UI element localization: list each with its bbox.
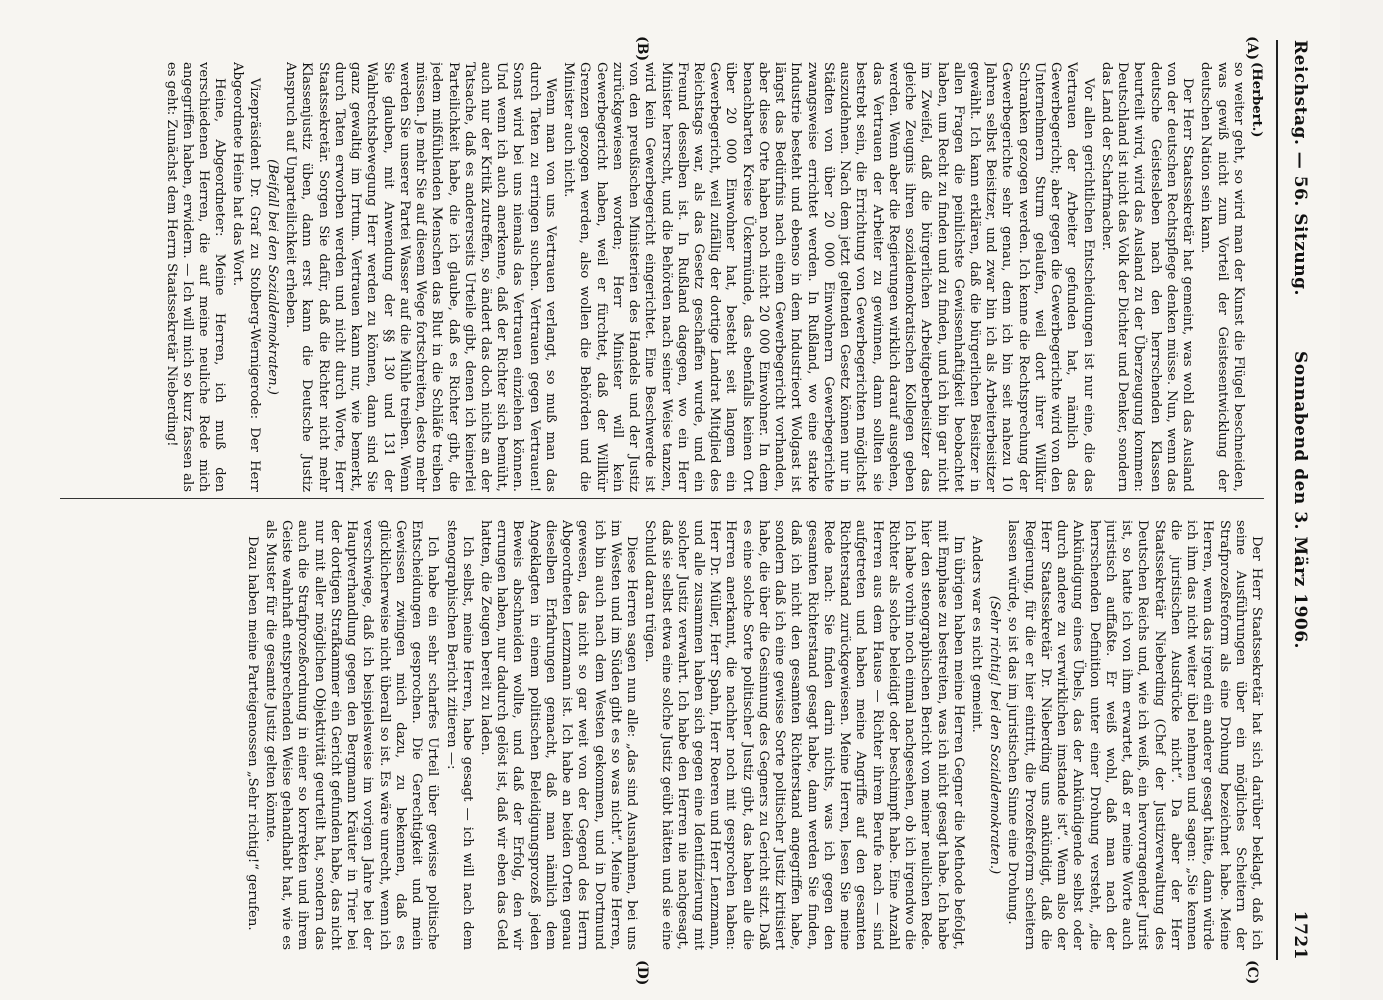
paragraph: Dazu haben meine Parteigenossen „Sehr richtig!“ gerufen. (244, 536, 260, 931)
paragraph: Im übrigen haben meine Herren Gegner die Methode befolgt, mit Emphase zu bestreiten, was ich nicht gesagt habe. Ich habe hier den stenographischen Bericht von meiner neulichen Rede. Ich habe vorhin noch einmal nachgesehen, ob ich irgendwo die Richter als solche beleidigt oder beschimpft habe. Eine Anzahl Herren aus dem Hause — Richter ihrem Berufe nach — sind aufgetreten und haben meine Angriffe auf den gesamten Richterstand zurückgewiesen. Meine Herren, lesen Sie meine Rede nach: Sie finden darin nichts, was ich gegen den gesamten Richterstand gesagt habe, dann werden Sie finden, daß ich nicht den gesamten Richterstand angegriffen habe, sondern daß ich eine gewisse Sorte politischer Justiz kritisiert habe, die über die Gesinnung des Gegners zu Gericht sitzt. Daß es eine solche Sorte politischer Justiz gibt, das haben alle die Herren anerkannt, die nachher noch mit gesprochen haben: Herr Dr. Müller, Herr Spahn, Herr Roeren und Herr Lenzmann, und alle zusammen haben sich gegen eine Identifizierung mit solcher Justiz verwahrt. Ich habe den Herren nie nachgesagt, daß sie selbst etwa eine solche Justiz geübt hätten und sie eine Schuld daran trügen. (642, 520, 966, 950)
margin-marker-d: (D) (634, 960, 650, 986)
paragraph: so weiter geht, so wird man der Kunst die Flügel beschneiden, was gewiß nicht zum Vorteil der Geistesentwicklung der deutschen Nation sein kann. (1198, 62, 1246, 492)
margin-marker-b: (B) (634, 36, 650, 62)
paragraph: Wenn man von uns Vertrauen verlangt, so muß man das durch Taten zu erringen suchen. Vertrauen gegen Vertrauen! Sonst wird bei uns niemals das Vertrauen einziehen können. Und wenn ich auch anerkenne, daß der Richter sich bemüht, auch nur der Kritik zutreffen, so ändert das doch nichts an der Tatsache, daß es andererseits Urteile gibt, denen ich keinerlei Parteilichkeit habe, die ich glaube, daß es Richter gibt, die jedem mißfühlenden Menschen das Blut in die Schläfe treiben müssen. Je mehr Sie auf diesem Wege fortschreiten, desto mehr werden Sie unserer Partei Wasser auf die Mühle treiben. Wenn Sie glauben, mit Anwendung der §§ 130 und 131 der Wahlrechtsbewegung Herr werden zu können, dann sind Sie ganz gewaltig im Irrtum. Vertrauen kann nur, wie bemerkt, durch Taten erworben werden und nicht durch Worte, Herr Staatssekretär. Sorgen Sie dafür, daß die Richter nicht mehr Klassenjustiz üben, dann erst kann die Deutsche Justiz Anspruch auf Unparteilichkeit erheben. (283, 62, 558, 492)
applause-note: (Beifall bei den Sozialdemokraten.) (264, 159, 280, 395)
margin-marker-c: (C) (1244, 960, 1260, 985)
quoted-paragraph: Ich habe ein sehr scharfes Urteil über gewisse politische Entscheidungen gesprochen. Die Gerechtigkeit und mein Gewissen zwingen mich dazu, zu bekennen, daß es glücklicherweise nicht überall so ist. Es wäre unrecht, wenn ich verschwiege, daß ich beispielsweise im vorigen Jahre bei der Hauptverhandlung gegen den Bergmann Kräuter in Trier bei der dortigen Strafkammer ein Gericht gefunden habe, das nicht nur mit aller möglichen Objektivität geurteilt hat, sondern das auch die Strafprozeßordnung in einer so korrekten und ihrem Geiste wahrhaft entsprechenden Weise gehandhabt hat, wie es als Muster für die gesamte Justiz gelten könnte. (262, 520, 441, 950)
header-left-title: Reichstag. — 56. Sitzung. (1290, 40, 1310, 296)
page-header (1276, 40, 1310, 960)
paragraph: Anders war es nicht gemeint. (969, 536, 985, 733)
chair-announcement: Vizepräsident Dr. Graf zu Stolberg-Wernigerode: Der Herr Abgeordnete Heine hat das Wort. (230, 62, 262, 492)
interjection-note: (Sehr richtig! bei den Sozialdemokraten.) (987, 595, 1003, 875)
speaker-tag: (Herbert.) (1249, 62, 1264, 138)
paragraph: Der Herr Staatssekretär hat gemeint, was wohl das Ausland von der deutschen Rechtspflege denken müsse. Nun, wenn das deutsche Geistesleben nach den herrschenden Klassen beurteilt wird, wird das Ausland zu der Überzeugung kommen: Deutschland ist nicht das Volk der Dichter und Denker, sondern das Land der Scharfmacher. (1098, 62, 1196, 492)
column-divider (60, 498, 1264, 499)
margin-marker-a: (A) (1244, 36, 1260, 61)
left-column (60, 62, 1264, 492)
paragraph: Vor allen gerichtlichen Entscheidungen ist nur eine, die das Vertrauen der Arbeiter gefunden hat, nämlich das Gewerbegericht; aber gegen die Gewerbegerichte wird von den Unternehmern Sturm gelaufen, weil dort ihrer Willkür Schranken gezogen werden. Ich kenne die Rechtsprechung der Gewerbegerichte sehr genau, denn ich bin seit nahezu 10 Jahren selbst Beisitzer, und zwar bin ich als Arbeiterbeisitzer gewählt. Ich kann erklären, daß die bürgerlichen Beisitzer in allen Fragen die peinlichste Gewissenhaftigkeit beobachtet haben, um Recht zu finden und zu finden, und ich bin gar nicht im Zweifel, daß die bürgerlichen Arbeitgeberbeisitzer das gleiche Zeugnis ihren sozialdemokratischen Kollegen geben werden. Wenn aber die Regierungen wirklich darauf ausgehen, das Vertrauen der Arbeiter zu gewinnen, dann sollten sie bestrebt sein, die Errichtung von Gewerbegerichten möglichst auszudehnen. Nach dem jetzt geltenden Gesetz können nur in Städten von über 20 000 Einwohnern Gewerbegerichte zwangsweise errichtet werden. In Rußland, wo eine starke Industrie besteht und ebenso in dem Industrieort Wolgast ist längst das Bedürfnis nach einem Gewerbegericht vorhanden, aber diese Orte haben noch nicht 20 000 Einwohner. In dem benachbarten Kreise Ückermünde, das ebenfalls keinen Ort über 20 000 Einwohner hat, besteht seit langem ein Gewerbegericht, weil zufällig der dortige Landrat Mitglied des Reichstags war, als das Gesetz geschaffen wurde, und ein Freund desselben ist. In Rußland dagegen, wo ein Herr Minister herrscht, und die Behörden nach seiner Weise tanzen, wird kein Gewerbegericht eingerichtet. Eine Beschwerde ist von den preußischen Ministerien des Handels und der Justiz zurückgewiesen worden; Herr Minister will kein Gewerbegericht haben, weil er fürchtet, daß der Willkür Grenzen gezogen werden, also wollen die Behörden und die Minister auch nicht. (561, 62, 1096, 492)
paragraph: Der Herr Staatssekretär hat sich darüber beklagt, daß ich seine Ausführungen über ein mögliches Scheitern der Strafprozeßreform als eine Drohung bezeichnet habe. Meine Herren, wenn das irgend ein anderer gesagt hätte, dann würde ich ihm das nicht weiter übel nehmen und sagen: „Sie kennen die juristischen Ausdrücke nicht“. Da aber der Herr Staatssekretär Nieberding (Chef der Justizverwaltung des Deutschen Reichs und, wie ich weiß, ein hervorragender Jurist ist, so hatte ich von ihm erwartet, daß er meine Worte auch juristisch auffaßte. Er weiß wohl, daß man nach der herrschenden Definition unter einer Drohung versteht, „die Ankündigung eines Übels, das der Ankündigende selbst oder durch andere zu verwirklichen imstande ist“. Wenn also der Herr Staatssekretär Dr. Nieberding uns ankündigt, daß die Regierung, für die er hier eintritt, die Prozeßreform scheitern lassen würde, so ist das im juristischen Sinne eine Drohung. (1005, 520, 1264, 950)
paragraph: Heine, Abgeordneter: Meine Herren, ich muß den verschiedenen Herren, die auf meine neuliche Rede mich angegriffen haben, erwidern. — Ich will mich so kurz fassen als es geht: Zunächst dem Herrn Staatssekretär Nieberding! (163, 62, 228, 492)
header-date: Sonnabend den 3. März 1906. (1290, 351, 1310, 649)
right-column (60, 520, 1264, 950)
page-number: 1721 (1290, 910, 1310, 960)
paragraph: Ich selbst, meine Herren, habe gesagt — ich will nach dem stenographischen Bericht zitieren —: (443, 520, 475, 950)
paragraph: Diese Herren sagen nun alle: „das sind Ausnahmen, bei uns im Westen und im Süden gibt es so was nicht“. Meine Herren, ich bin auch nach dem Westen gekommen, und in Dortmund gewesen, das nicht so gar weit von der Gegend des Herrn Abgeordneten Lenzmann ist. Ich habe an beiden Orten genau dieselben Erfahrungen gemacht, daß man nämlich dem Angeklagten in einem politischen Beleidigungsprozeß jeden Beweis abschneiden wollte, und daß der Erfolg, den wir errungen haben, nur dadurch gelöst ist, daß wir eben das Geld hatten, die Zeugen bereit zu laden. (477, 520, 640, 950)
header-rule (1276, 40, 1278, 960)
